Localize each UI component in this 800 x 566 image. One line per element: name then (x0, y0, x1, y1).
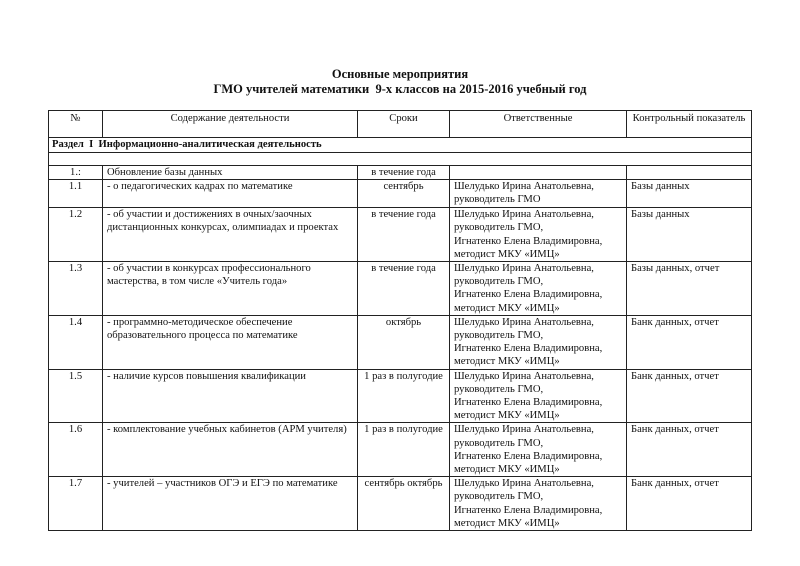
header-control: Контрольный показатель (627, 111, 752, 138)
row-num: 1.7 (49, 477, 103, 531)
row-responsible (450, 180, 627, 208)
responsible-line: руководитель ГМО, (454, 491, 544, 503)
title-line-1: Основные мероприятия (331, 67, 469, 81)
row-control: Базы данных (627, 208, 752, 262)
responsible-line: Шелудько Ирина Анатольевна, (454, 478, 594, 490)
row-content: Обновление базы данных (103, 166, 358, 180)
row-control: Банк данных, отчет (627, 477, 752, 531)
row-num: 1.6 (49, 423, 103, 477)
header-num: № (49, 111, 103, 138)
row-content: - о педагогических кадрах по математике (103, 180, 358, 208)
responsible-line: Шелудько Ирина Анатольевна, (454, 263, 594, 275)
responsible-line: Шелудько Ирина Анатольевна, (454, 209, 594, 221)
responsible-line: методист МКУ «ИМЦ» (454, 302, 560, 314)
table-row (49, 369, 752, 423)
blank-cell (49, 153, 752, 166)
responsible-line: методист МКУ «ИМЦ» (454, 410, 560, 422)
header-term: Сроки (358, 111, 450, 138)
activities-table (48, 165, 752, 531)
responsible-line: методист МКУ «ИМЦ» (454, 464, 560, 476)
responsible-line: Шелудько Ирина Анатольевна, (454, 370, 594, 382)
table-row (49, 315, 752, 369)
table-row (49, 208, 752, 262)
row-num: 1.: (49, 166, 103, 180)
responsible-line: руководитель ГМО, (454, 222, 544, 234)
responsible-line: Игнатенко Елена Владимировна, (454, 343, 603, 355)
blank-row (49, 153, 752, 166)
row-content: - об участии и достижениях в очных/заочных дистанционных конкурсах, олимпиадах и проектах (103, 208, 358, 262)
row-responsible (450, 262, 627, 316)
row-responsible (450, 369, 627, 423)
responsible-line: Шелудько Ирина Анатольевна, (454, 316, 594, 328)
row-num: 1.1 (49, 180, 103, 208)
row-content: - программно-методическое обеспечение образовательного процесса по математике (103, 315, 358, 369)
activities-table-header (48, 110, 752, 166)
row-control: Банк данных, отчет (627, 315, 752, 369)
row-responsible (450, 315, 627, 369)
section-label: Раздел I Информационно-аналитическая деятельность (49, 138, 752, 153)
responsible-line: Шелудько Ирина Анатольевна, (454, 181, 594, 193)
responsible-line: Игнатенко Елена Владимировна, (454, 397, 603, 409)
row-num: 1.4 (49, 315, 103, 369)
table-row (49, 262, 752, 316)
table-row (49, 477, 752, 531)
responsible-line: методист МКУ «ИМЦ» (454, 248, 560, 260)
row-num: 1.2 (49, 208, 103, 262)
row-term: 1 раз в полугодие (358, 369, 450, 423)
responsible-line: руководитель ГМО, (454, 330, 544, 342)
table-row (49, 423, 752, 477)
row-responsible (450, 166, 627, 180)
row-control: Банк данных, отчет (627, 369, 752, 423)
row-term: октябрь (358, 315, 450, 369)
responsible-line: руководитель ГМО (454, 194, 541, 206)
row-content: - комплектование учебных кабинетов (АРМ учителя) (103, 423, 358, 477)
table-row (49, 180, 752, 208)
title-line-2: ГМО учителей математики 9-х классов на 2015-2016 учебный год (213, 82, 587, 96)
row-term: в течение года (358, 262, 450, 316)
row-content: - учителей – участников ОГЭ и ЕГЭ по математике (103, 477, 358, 531)
responsible-line: руководитель ГМО, (454, 276, 544, 288)
header-responsible: Ответственные (450, 111, 627, 138)
responsible-line: методист МКУ «ИМЦ» (454, 517, 560, 529)
responsible-line: Игнатенко Елена Владимировна, (454, 235, 603, 247)
responsible-line: руководитель ГМО, (454, 437, 544, 449)
row-term: сентябрь октябрь (358, 477, 450, 531)
row-control (627, 166, 752, 180)
row-content: - об участии в конкурсах профессионального мастерства, в том числе «Учитель года» (103, 262, 358, 316)
section-row (49, 138, 752, 153)
row-num: 1.5 (49, 369, 103, 423)
row-term: сентябрь (358, 180, 450, 208)
row-term: 1 раз в полугодие (358, 423, 450, 477)
row-content: - наличие курсов повышения квалификации (103, 369, 358, 423)
row-num: 1.3 (49, 262, 103, 316)
row-control: Базы данных (627, 180, 752, 208)
responsible-line: Игнатенко Елена Владимировна, (454, 450, 603, 462)
responsible-line: Шелудько Ирина Анатольевна, (454, 424, 594, 436)
row-responsible (450, 208, 627, 262)
row-control: Банк данных, отчет (627, 423, 752, 477)
responsible-line: Игнатенко Елена Владимировна, (454, 504, 603, 516)
table-row (49, 166, 752, 180)
responsible-line: методист МКУ «ИМЦ» (454, 356, 560, 368)
row-control: Базы данных, отчет (627, 262, 752, 316)
row-responsible (450, 477, 627, 531)
row-term: в течение года (358, 208, 450, 262)
row-term: в течение года (358, 166, 450, 180)
header-content: Содержание деятельности (103, 111, 358, 138)
document-title (0, 67, 800, 97)
responsible-line: Игнатенко Елена Владимировна, (454, 289, 603, 301)
row-responsible (450, 423, 627, 477)
header-row (49, 111, 752, 138)
responsible-line: руководитель ГМО, (454, 383, 544, 395)
